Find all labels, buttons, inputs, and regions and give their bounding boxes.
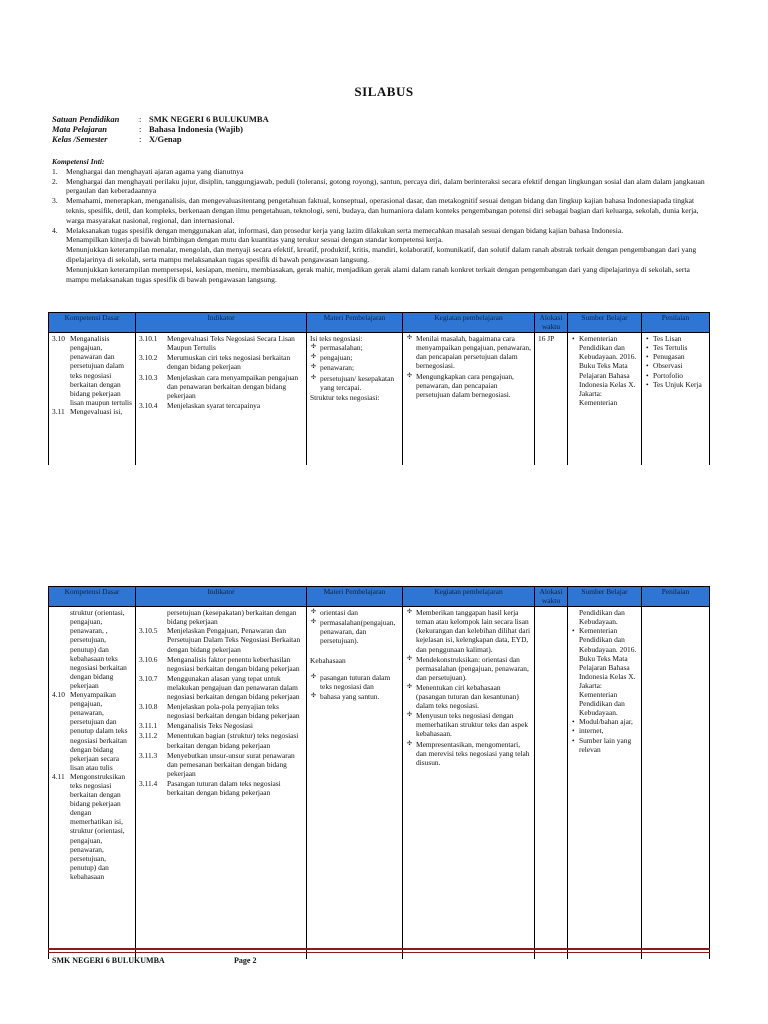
indikator-text: Menjelaskan syarat tercapainya — [167, 400, 261, 410]
info-colon: : — [139, 134, 142, 144]
column-header: Materi Pembelajaran — [307, 587, 403, 607]
indikator-number: 3.10.8 — [139, 702, 158, 712]
indikator-item — [139, 751, 303, 778]
kd-text: Mengevaluasi isi, — [70, 406, 123, 416]
materi-item: ✣ pengajuan; — [320, 353, 399, 362]
info-row — [52, 114, 269, 124]
penilaian-item: • Observasi — [653, 361, 706, 370]
info-label: Satuan Pendidikan — [52, 114, 120, 124]
indikator-text: Menganalisis Teks Negosiasi — [167, 721, 253, 731]
ki-number: 4. — [52, 225, 58, 235]
ki-extra-text: Menampilkan kinerja di bawah bimbingan dengan mutu dan kuantitas yang terukur sesuai dengan standar kompetensi kerja. — [66, 235, 444, 245]
kd-text: Menyampaikan pengajuan, penawaran, persetujuan dan penutup dalam teks negosiasi berkaitan dengan bidang pekerjaan secara lisan atau tulis — [70, 690, 128, 772]
penilaian-item: • Tes Tertulis — [653, 343, 706, 352]
indikator-number: 3.10.2 — [139, 353, 158, 363]
indikator-text: Menentukan bagian (struktur) teks negosiasi berkaitan dengan bidang pekerjaan — [167, 731, 299, 750]
sumber-item: • Kementerian Pendidikan dan Kebudayaan. 2016. Buku Teks Mata Pelajaran Bahasa Indonesia Kelas X. Jakarta: Kementerian Pendidikan dan Kebudayaan. — [579, 626, 638, 717]
ki-item — [52, 177, 714, 197]
indikator-number: 3.11.4 — [139, 778, 158, 788]
materi-kebahasaan: Kebahasaan — [310, 655, 346, 665]
column-header: Penilaian — [642, 587, 710, 607]
materi-intro: Isi teks negosiasi: — [310, 334, 363, 344]
kegiatan-item: ✣ Menilai masalah, bagaimana cara menyampaikan pengajuan, penawaran, dan pencapaian persetujuan dalam bernegosiasi. — [416, 334, 531, 370]
indikator-text: Menyebutkan unsur-unsur surat penawaran dan pemesanan berkaitan dengan bidang pekerjaan — [167, 750, 295, 778]
kd-text: Menganalisis pengajuan, penawaran dan persetujuan dalam teks negosiasi berkaitan dengan bidang pekerjaan lisan maupun tertulis — [70, 334, 132, 407]
indikator-item — [139, 702, 303, 720]
silabus-table-1 — [48, 312, 710, 465]
materi-cell — [307, 333, 403, 465]
ki-text: Menghargai dan menghayati perilaku jujur, disiplin, tanggungjawab, peduli (toleransi, gotong royong), santun, percaya diri, dalam berinteraksi secara efektif dengan lingkungan sosial dan alam dalam jangkauan pergaulan dan keberadaannya — [66, 176, 705, 196]
ki-text: Memahami, menerapkan, menganalisis, dan mengevaluasitentang pengetahuan faktual, konseptual, operasional dasar, dan metakognitif sesuai dengan bidang dan lingkup kajian bahasa Indonesiapada tingkat teknis, spesifik, detil, dan kompleks, berkenaan dengan ilmu pengetahuan, teknologi, seni, budaya, dan humaniora dalam konteks pengembangan potensi diri sebagai bagian dari keluarga, sekolah, dunia kerja, warga masyarakat nasional, regional, dan internasional. — [66, 196, 699, 225]
indikator-text: Menjelaskan Pengajuan, Penawaran dan Persetujuan Dalam Teks Negosiasi Berkaitan dengan bidang pekerjaan — [167, 626, 301, 654]
column-header: Kegiatan pembelajaran — [403, 313, 535, 333]
kegiatan-cell — [403, 607, 535, 959]
materi-item: ✣ bahasa yang santun. — [320, 692, 399, 701]
footer-rule — [48, 948, 710, 950]
kegiatan-item: ✣ Mengungkapkan cara pengajuan, penawaran, dan pencapaian persetujuan dalam bernegosiasi. — [416, 372, 531, 399]
materi-item: ✣ permasalahan(pengajuan, penawaran, dan persetujuan). — [320, 618, 399, 645]
document-title: SILABUS — [354, 84, 414, 99]
ki-item — [52, 226, 714, 236]
kd-number: 3.11 — [52, 406, 65, 416]
alokasi-cell — [535, 607, 568, 959]
column-header: Penilaian — [642, 313, 710, 333]
indikator-text: Menjelaskan cara menyampaikan pengajuan dan penawaran berkaitan dengan bidang pekerjaan — [167, 372, 299, 400]
penilaian-item: • Portofolio — [653, 371, 706, 380]
column-header: Materi Pembelajaran — [307, 313, 403, 333]
indikator-number: 3.10.4 — [139, 400, 158, 410]
kd-text: Mengonstruksikan teks negosiasi berkaitan dengan bidang pekerjaan dengan memerhatikan isi, struktur (orientasi, pengajuan, penawaran, persetujuan, penutup) dan kebahasaan — [70, 771, 126, 881]
kd-number: 4.10 — [52, 690, 65, 700]
kegiatan-item: ✣ Menyusun teks negosiasi dengan memerhatikan struktur teks dan aspek kebahasaan. — [416, 711, 531, 738]
kd-cell — [49, 333, 136, 465]
indikator-text: Menggunakan alasan yang tepat untuk melakukan pengajuan dan penawaran dalam negosiasi berkaitan dengan bidang pekerjaan — [167, 673, 300, 702]
column-header: Kompetensi Dasar — [49, 313, 136, 333]
kd-number: 3.10 — [52, 334, 65, 344]
indikator-item — [139, 721, 303, 730]
column-header: Sumber Belajar — [568, 587, 642, 607]
ki-text: Menghargai dan menghayati ajaran agama yang dianutnya — [66, 166, 244, 176]
footer-school: SMK NEGERI 6 BULUKUMBA — [52, 956, 165, 965]
info-value: SMK NEGERI 6 BULUKUMBA — [149, 114, 269, 124]
indikator-text: Menjelaskan pola-pola penyajian teks negosiasi berkaitan dengan bidang pekerjaan — [167, 702, 300, 721]
materi-item: ✣ orientasi dan — [320, 608, 399, 617]
kegiatan-item: ✣ Menentukan ciri kebahasaan (pasangan tuturan dan kesantunan) dalam teks negosiasi. — [416, 683, 531, 710]
info-colon: : — [139, 114, 142, 124]
ki-number: 2. — [52, 176, 58, 186]
silabus-table-2 — [48, 586, 710, 959]
indikator-item — [139, 373, 303, 400]
info-value: Bahasa Indonesia (Wajib) — [149, 124, 243, 134]
info-value: X/Genap — [149, 134, 182, 144]
materi-item: ✣ permasalahan; — [320, 343, 399, 352]
ki-heading: Kompetensi Inti: — [52, 157, 105, 166]
kd-item — [52, 407, 132, 416]
kd-item — [52, 334, 132, 407]
page-number: Page 2 — [234, 956, 257, 965]
info-row — [52, 134, 269, 144]
indikator-text: Mengevaluasi Teks Negosiasi Secara Lisan Maupun Tertulis — [167, 334, 295, 353]
penilaian-item: • Penugasan — [653, 352, 706, 361]
indikator-continued: persetujuan (kesepakatan) berkaitan dengan bidang pekerjaan — [167, 608, 297, 627]
info-label: Mata Pelajaran — [52, 124, 108, 134]
sumber-item: • Sumber lain yang relevan — [579, 736, 638, 754]
materi-outro: Struktur teks negosiasi: — [310, 392, 380, 402]
indikator-item — [139, 674, 303, 701]
footer-rule-thin — [48, 952, 710, 953]
indikator-number: 3.10.6 — [139, 654, 158, 664]
kd-number: 4.11 — [52, 771, 65, 781]
kegiatan-item: ✣ Memberikan tanggapan hasil kerja teman atau kelompok lain secara lisan (kekurangan dan kelebihan dilihat dari kejelasan isi, kelengkapan data, EYD, dan penggunaan kalimat). — [416, 608, 531, 653]
indikator-number: 3.11.3 — [139, 750, 158, 760]
ki-item — [52, 196, 714, 225]
penilaian-item: • Tes Unjuk Kerja — [653, 380, 706, 389]
info-label: Kelas /Semester — [52, 134, 108, 144]
ki-text: Melaksanakan tugas spesifik dengan menggunakan alat, informasi, dan prosedur kerja yang lazim dilakukan serta memecahkan masalah sesuai dengan bidang kajian bahasa Indonesia. — [66, 225, 624, 235]
info-row — [52, 124, 269, 134]
indikator-item — [139, 655, 303, 673]
materi-cell — [307, 607, 403, 959]
kd-continued: struktur (orientasi, pengajuan, penawaran, , persetujuan, penutup) dan kebahasaan teks negosiasi berkaitan dengan bidang pekerjaan — [70, 608, 127, 690]
indikator-item — [139, 401, 303, 410]
kd-cell — [49, 607, 136, 959]
alokasi-cell: 16 JP — [535, 333, 568, 465]
indikator-cell — [136, 333, 307, 465]
kd-item — [52, 690, 132, 772]
column-header: Indikator — [136, 587, 307, 607]
indikator-number: 3.10.7 — [139, 673, 158, 683]
kompetensi-inti — [52, 157, 714, 284]
indikator-number: 3.11.2 — [139, 731, 158, 741]
materi-item: ✣ penawaran; — [320, 363, 399, 372]
indikator-text: Menganalisis faktor penentu keberhasilan negosiasi berkaitan dengan bidang pekerjaan — [167, 654, 300, 673]
penilaian-cell — [642, 333, 710, 465]
materi-item: ✣ persetujuan/ kesepakatan yang tercapai. — [320, 374, 399, 392]
kegiatan-item: ✣ Mendekonstruksikan: orientasi dan permasalahan (pengajuan, penawaran, dan persetujuan). — [416, 655, 531, 682]
penilaian-cell — [642, 607, 710, 959]
indikator-item — [139, 353, 303, 371]
indikator-number: 3.10.3 — [139, 372, 158, 382]
sumber-cell — [568, 607, 642, 959]
sumber-item: • Kementerian Pendidikan dan Kebudayaan. 2016. Buku Teks Mata Pelajaran Bahasa Indonesia Kelas X. Jakarta: Kementerian — [579, 334, 638, 407]
info-colon: : — [139, 124, 142, 134]
indikator-text: Pasangan tuturan dalam teks negosiasi berkaitan dengan bidang pekerjaan — [167, 778, 281, 797]
indikator-item — [139, 731, 303, 749]
column-header: Alokasi waktu — [535, 587, 568, 607]
sumber-continued: Pendidikan dan Kebudayaan. — [579, 608, 625, 627]
indikator-item — [139, 626, 303, 653]
column-header: Sumber Belajar — [568, 313, 642, 333]
sumber-item: • Modul/bahan ajar, — [579, 717, 638, 726]
kegiatan-item: ✣ Mempresentasikan, mengomentari, dan merevisi teks negosiasi yang telah disusun. — [416, 740, 531, 767]
indikator-cell — [136, 607, 307, 959]
column-header: Kompetensi Dasar — [49, 587, 136, 607]
indikator-number: 3.10.5 — [139, 626, 158, 636]
column-header: Alokasi waktu — [535, 313, 568, 333]
indikator-number: 3.10.1 — [139, 334, 158, 344]
column-header: Indikator — [136, 313, 307, 333]
materi-item: ✣ pasangan tuturan dalam teks negosiasi dan — [320, 673, 399, 691]
ki-extra-text: Menunjukkan keterampilan mempersepsi, kesiapan, meniru, membiasakan, gerak mahir, menjadikan gerak alami dalam ranah konkret terkait dengan pengembangan dari yang dipelajarinya di sekolah, serta mampu melaksanakan tugas spesifik di bawah pengawasan langsung. — [66, 264, 690, 284]
kd-item — [52, 772, 132, 881]
ki-item — [52, 167, 714, 177]
ki-number: 1. — [52, 166, 58, 176]
ki-extra-text: Menunjukkan keterampilan menalar, mengolah, dan menyaji secara efektif, kreatif, produktif, kritis, mandiri, kolaboratif, komunikatif, dan solutif dalam ranah abstrak terkait dengan pengembangan dari yang dipelajarinya di sekolah, serta mampu melaksanakan tugas spesifik di bawah pengawasan langsung. — [66, 245, 697, 264]
indikator-text: Merumuskan ciri teks negosiasi berkaitan dengan bidang pekerjaan — [167, 353, 291, 372]
sumber-item: • internet, — [579, 726, 638, 735]
indikator-item — [139, 334, 303, 352]
identity-block — [52, 114, 269, 144]
indikator-number: 3.11.1 — [139, 721, 158, 731]
penilaian-item: • Tes Lisan — [653, 334, 706, 343]
kegiatan-cell — [403, 333, 535, 465]
indikator-item — [139, 779, 303, 797]
column-header: Kegiatan pembelajaran — [403, 587, 535, 607]
ki-number: 3. — [52, 196, 58, 206]
sumber-cell — [568, 333, 642, 465]
